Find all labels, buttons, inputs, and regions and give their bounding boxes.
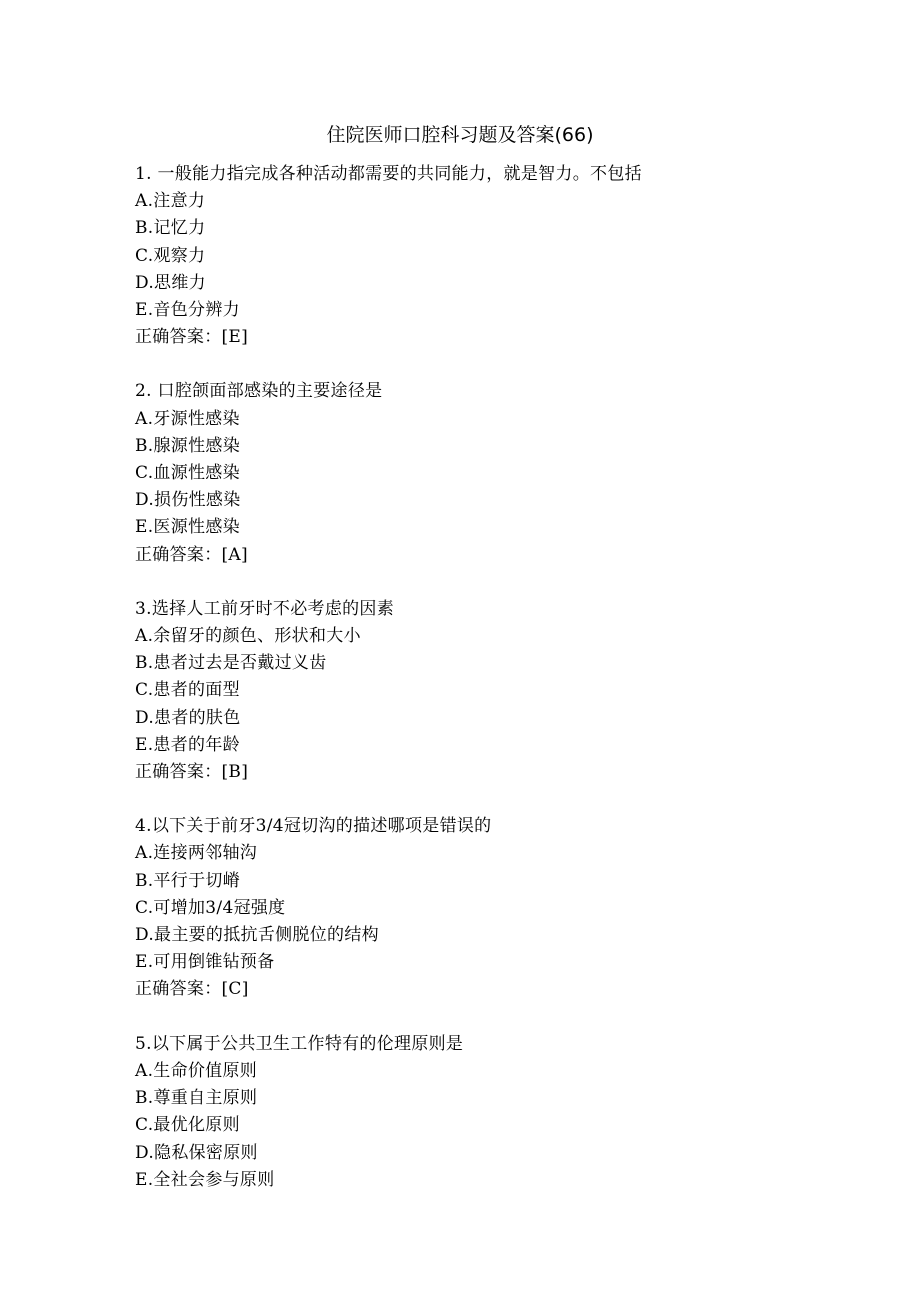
option-b: B.患者过去是否戴过义齿 [135,653,327,674]
option-b: B.腺源性感染 [135,435,240,456]
question-list [135,161,835,1221]
option-d: D.思维力 [135,272,206,293]
option-e: E.全社会参与原则 [135,1169,275,1190]
correct-answer [135,759,835,786]
answer-label: 正确答案： [135,327,222,348]
question-4 [135,813,835,1003]
option-d: D.最主要的抵抗舌侧脱位的结构 [135,925,379,946]
option-b: B.平行于切嵴 [135,870,240,891]
question-5 [135,1031,835,1194]
page-title: 住院医师口腔科习题及答案(66) [326,124,594,146]
question-stem: 3.选择人工前牙时不必考虑的因素 [135,598,395,619]
option-d: D.损伤性感染 [135,490,241,511]
answer-value: [E] [221,327,249,348]
option-c: C.可增加3/4冠强度 [135,897,286,918]
option-e: E.音色分辨力 [135,300,240,321]
question-3 [135,596,835,786]
option-e: E.医源性感染 [135,517,240,538]
option-a: A.牙源性感染 [135,408,240,429]
answer-value: [A] [221,544,248,565]
option-c: C.患者的面型 [135,680,240,701]
option-e: E.可用倒锥钻预备 [135,952,275,973]
question-stem: 5.以下属于公共卫生工作特有的伦理原则是 [135,1033,464,1054]
option-d: D.患者的肤色 [135,707,241,728]
option-a: A.余留牙的颜色、形状和大小 [135,626,361,647]
option-c: C.最优化原则 [135,1115,240,1136]
correct-answer [135,542,835,569]
option-a: A.生命价值原则 [135,1060,258,1081]
option-d: D.隐私保密原则 [135,1142,258,1163]
correct-answer [135,324,835,351]
option-a: A.注意力 [135,191,206,212]
correct-answer [135,976,835,1003]
answer-value: [B] [221,762,249,783]
question-2 [135,378,835,568]
option-b: B.记忆力 [135,218,206,239]
answer-label: 正确答案： [135,979,222,1000]
option-e: E.患者的年龄 [135,734,240,755]
option-c: C.观察力 [135,245,206,266]
question-stem: 4.以下关于前牙3/4冠切沟的描述哪项是错误的 [135,816,492,837]
option-a: A.连接两邻轴沟 [135,843,258,864]
option-c: C.血源性感染 [135,463,240,484]
answer-value: [C] [221,979,249,1000]
question-1 [135,161,835,351]
option-b: B.尊重自主原则 [135,1088,258,1109]
answer-label: 正确答案： [135,762,222,783]
answer-label: 正确答案： [135,544,222,565]
question-stem: 1. 一般能力指完成各种活动都需要的共同能力，就是智力。不包括 [135,164,642,184]
question-stem: 2. 口腔颌面部感染的主要途径是 [135,381,383,402]
